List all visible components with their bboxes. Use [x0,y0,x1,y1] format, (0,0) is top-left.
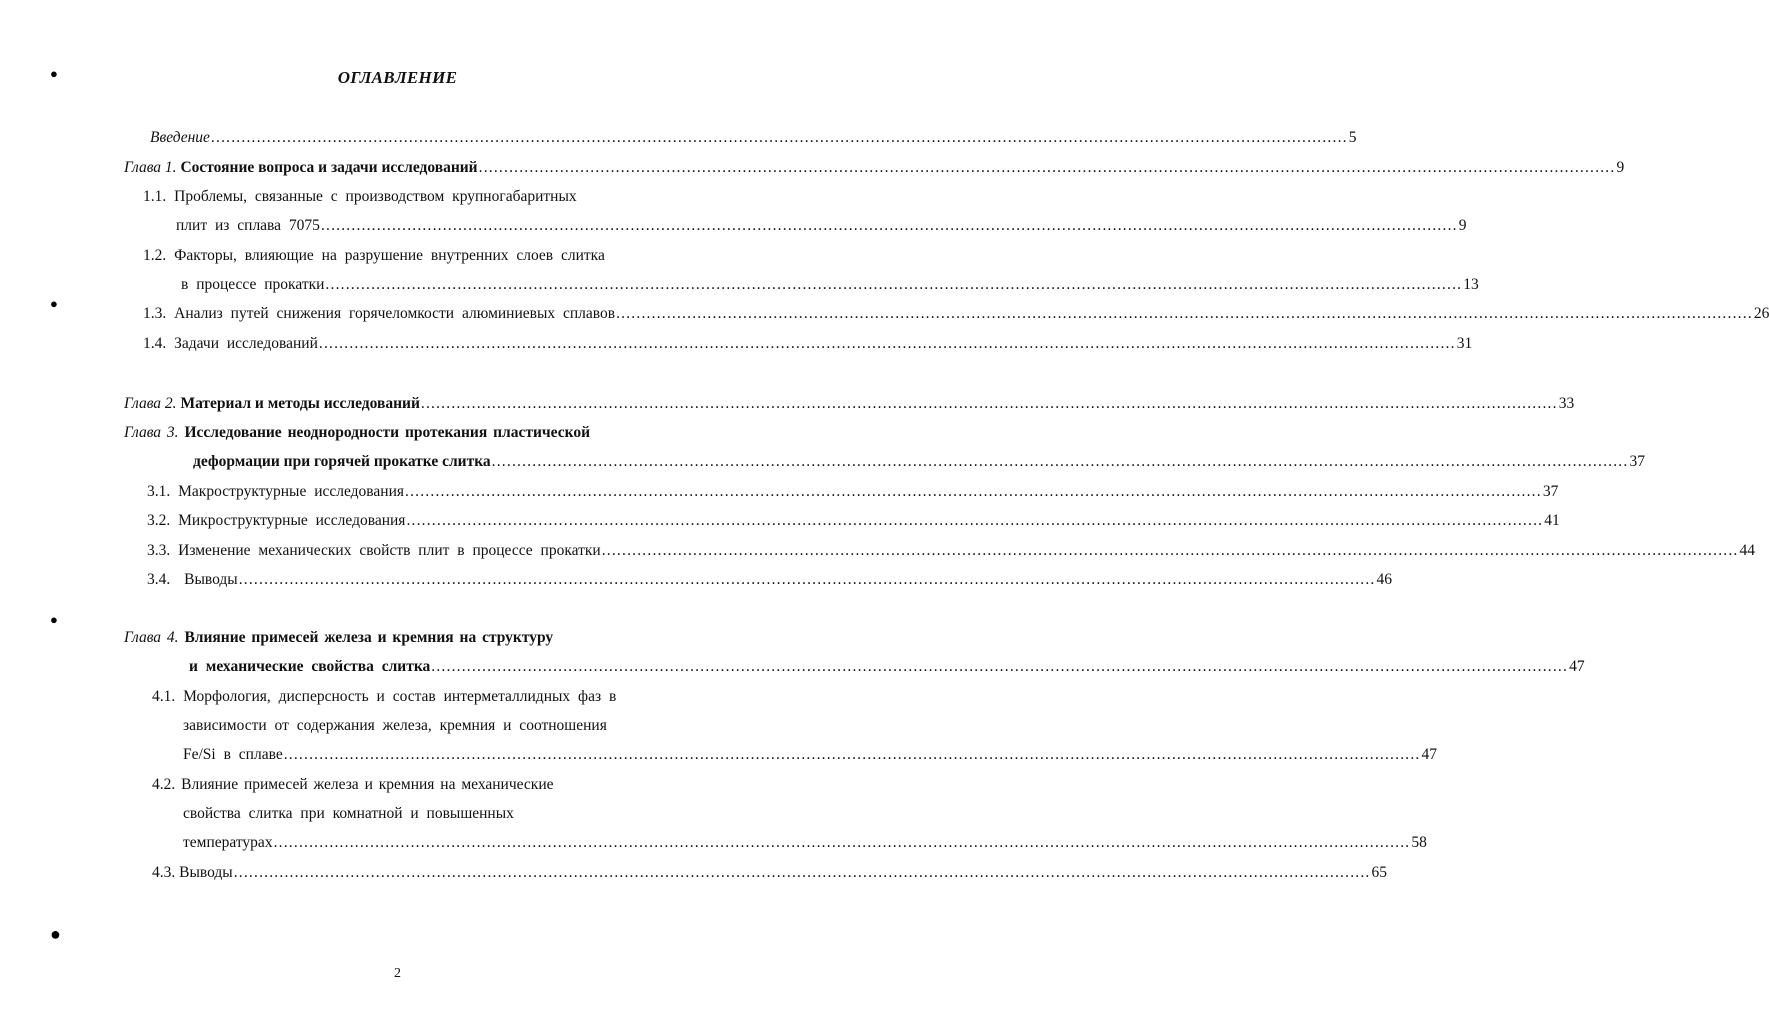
toc-entry-chapter-1: Глава 1. Состояние вопроса и задачи исследований ................................................................................................................................................................................................................................ 9 [124,159,1625,176]
toc-entry-3-4: 3.4. Выводы ................................................................................................................................................................................................................................ 46 [147,571,1393,588]
toc-entry-4-2-line1: 4.2. Влияние примесей железа и кремния на механические [152,776,554,793]
page-number: 2 [394,966,401,981]
scan-mark: ● [50,924,61,944]
toc-entry-1-3: 1.3. Анализ путей снижения горячеломкости алюминиевых сплавов ................................................................................................................................................................................................................................ 26 [143,305,1769,322]
toc-entry-1-4: 1.4. Задачи исследований ................................................................................................................................................................................................................................ 31 [143,335,1473,352]
scan-mark: ● [50,66,58,81]
toc-entry-4-2: температурах ................................................................................................................................................................................................................................ 58 [183,834,1427,851]
toc-entry-intro: Введение ................................................................................................................................................................................................................................ 5 [150,129,1357,146]
toc-entry-4-1: Fe/Si в сплаве ................................................................................................................................................................................................................................ 47 [183,746,1438,763]
toc-entry-chapter-3: деформации при горячей прокатке слитка ................................................................................................................................................................................................................................ 37 [193,453,1645,470]
toc-entry-4-1-line1: 4.1. Морфология, дисперсность и состав интерметаллидных фаз в [152,688,617,705]
toc-entry-4-3: 4.3. Выводы ................................................................................................................................................................................................................................ 65 [152,864,1388,881]
scan-mark: ● [50,296,58,311]
toc-entry-3-3: 3.3. Изменение механических свойств плит в процессе прокатки ................................................................................................................................................................................................................................ 44 [147,542,1756,559]
toc-entry-1-1: плит из сплава 7075 ................................................................................................................................................................................................................................ 9 [176,217,1467,234]
toc-title: ОГЛАВЛЕНИЕ [337,68,458,87]
toc-entry-3-1: 3.1. Макроструктурные исследования ................................................................................................................................................................................................................................ 37 [147,483,1559,500]
toc-entry-chapter-4: и механические свойства слитка ................................................................................................................................................................................................................................ 47 [189,658,1585,675]
toc-entry-1-2: в процессе прокатки ................................................................................................................................................................................................................................ 13 [181,276,1479,293]
toc-entry-1-2-line1: 1.2. Факторы, влияющие на разрушение внутренних слоев слитка [143,247,605,264]
toc-entry-1-1-line1: 1.1. Проблемы, связанные с производством крупногабаритных [143,188,577,205]
toc-entry-4-1-line2: зависимости от содержания железа, кремния и соотношения [183,717,607,734]
toc-entry-chapter-2: Глава 2. Материал и методы исследований ................................................................................................................................................................................................................................ 33 [124,395,1575,412]
toc-entry-3-2: 3.2. Микроструктурные исследования ................................................................................................................................................................................................................................ 41 [147,512,1560,529]
toc-entry-chapter-3-line1: Глава 3. Исследование неоднородности протекания пластической [124,424,591,441]
toc-entry-4-2-line2: свойства слитка при комнатной и повышенных [183,805,514,822]
scan-mark: ● [50,612,58,627]
toc-entry-chapter-4-line1: Глава 4. Влияние примесей железа и кремния на структуру [124,629,554,646]
